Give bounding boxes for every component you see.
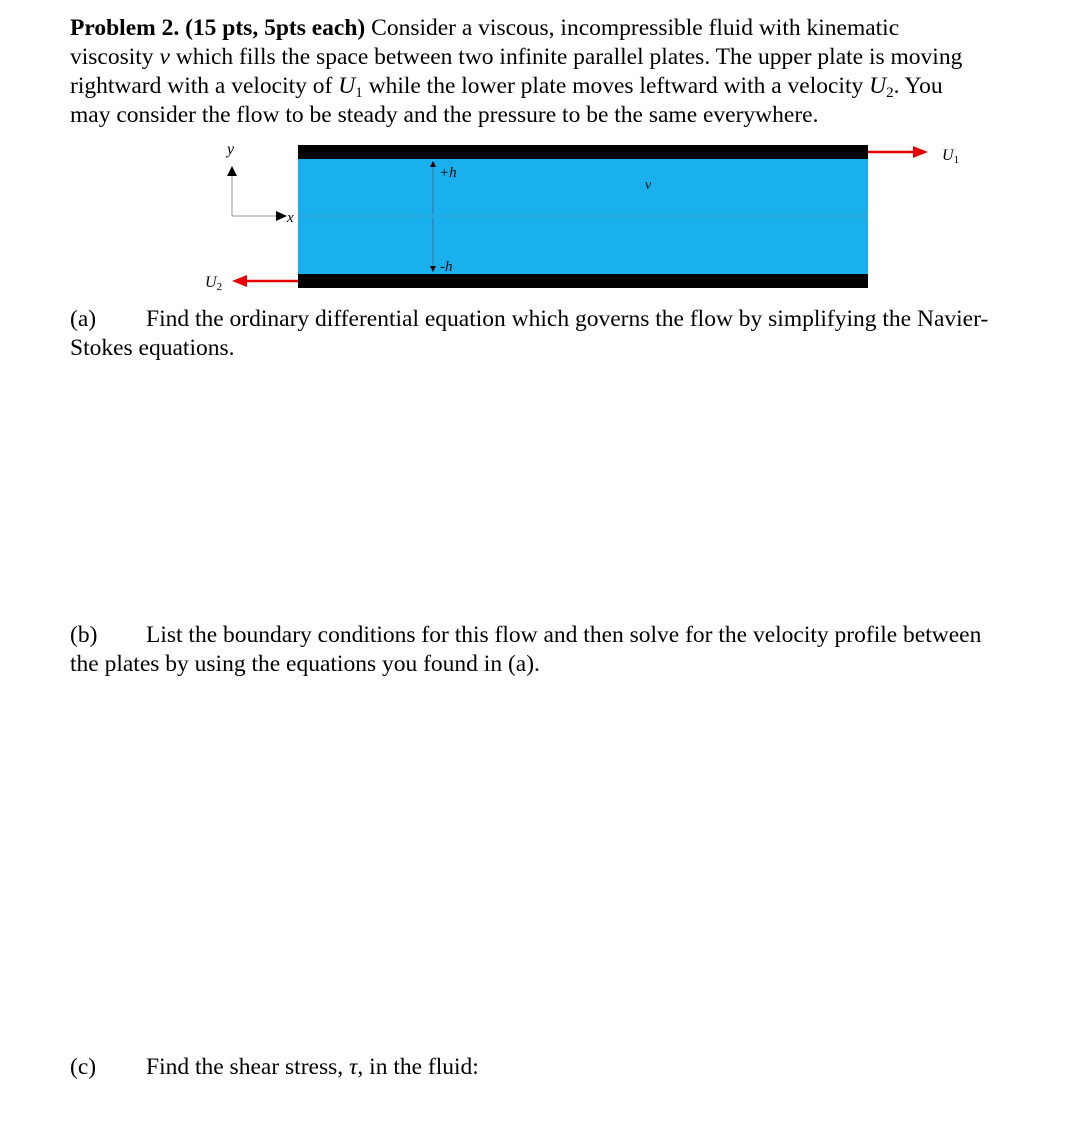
- u2-label: U2: [205, 274, 223, 293]
- problem-line3-c: . You: [893, 73, 943, 99]
- problem-line2-a: viscosity: [70, 44, 160, 70]
- upper-plate: [298, 145, 868, 159]
- part-a: [70, 305, 1045, 363]
- plus-h-label: +h: [439, 165, 457, 181]
- part-c-label: (c): [70, 1054, 97, 1080]
- problem-line2-b: which fills the space between two infinite parallel plates. The upper plate is moving: [169, 44, 963, 70]
- part-c-text-b: , in the fluid:: [357, 1054, 479, 1080]
- lower-plate: [298, 274, 868, 288]
- part-b-line2: the plates by using the equations you found in (a).: [70, 651, 540, 677]
- flow-diagram: [0, 0, 1080, 300]
- u1-arrowhead: [913, 146, 928, 158]
- problem-line1: Consider a viscous, incompressible fluid with kinematic: [365, 15, 900, 41]
- problem-line3-a: rightward with a velocity of: [70, 73, 339, 99]
- part-a-line2: Stokes equations.: [70, 335, 235, 361]
- part-c: [70, 1053, 1045, 1082]
- problem-line4: may consider the flow to be steady and the pressure to be the same everywhere.: [70, 102, 819, 128]
- u2-arrowhead: [232, 275, 247, 287]
- part-a-label: (a): [70, 306, 97, 332]
- u1-symbol: $U_1$: [338, 73, 363, 101]
- u2-symbol: $U_2$: [869, 73, 894, 101]
- x-axis-arrowhead: [276, 211, 287, 221]
- part-b-label: (b): [70, 622, 98, 648]
- minus-h-label: -h: [440, 259, 453, 275]
- part-c-text-a: Find the shear stress,: [146, 1054, 349, 1080]
- problem-title: Problem 2. (15 pts, 5pts each): [70, 15, 366, 41]
- y-axis-arrowhead: [227, 166, 237, 176]
- u1-label: U1: [942, 147, 960, 166]
- fluid-nu-label: ν: [645, 178, 652, 193]
- problem-line3-b: while the lower plate moves leftward with a velocity: [362, 73, 870, 99]
- part-a-line1: Find the ordinary differential equation which governs the flow by simplifying the Navier-: [146, 306, 989, 332]
- x-axis-label: x: [287, 210, 294, 226]
- part-b: [70, 621, 1045, 679]
- y-axis-label: y: [227, 141, 235, 158]
- tau-symbol: τ: [349, 1054, 358, 1080]
- part-b-line1: List the boundary conditions for this flow and then solve for the velocity profile between: [146, 622, 982, 648]
- nu-symbol: ν: [159, 44, 170, 70]
